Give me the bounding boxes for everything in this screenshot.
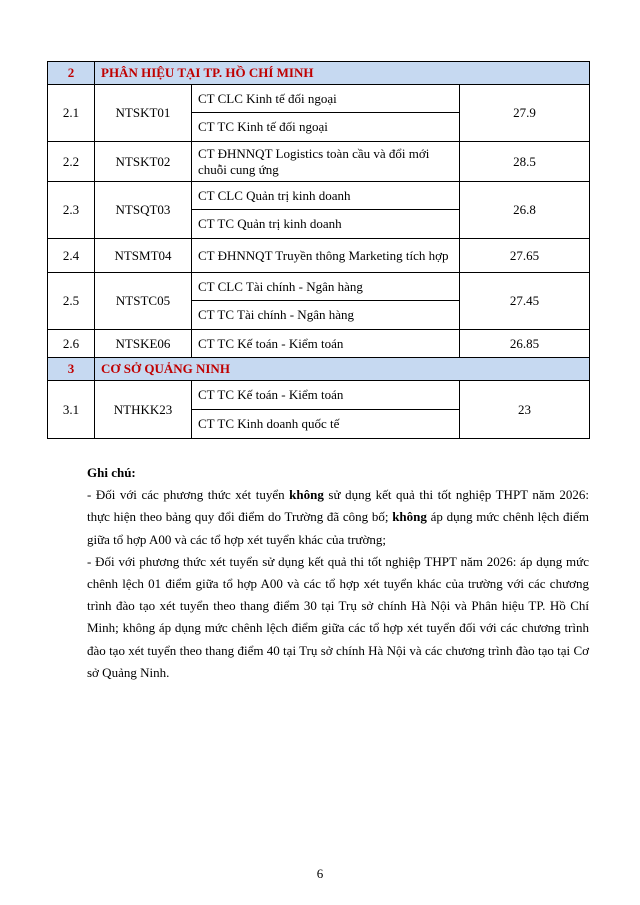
note-paragraph: - Đối với phương thức xét tuyển sử dụng kết quả thi tốt nghiệp THPT năm 2026: áp dụng mức chênh lệch 01 điểm giữa tổ hợp A00 và các tổ hợp xét tuyển khác của trường với các chương trình đào tạo xét tuyển theo thang điểm 30 tại Trụ sở chính Hà Nội và Phân hiệu TP. Hồ Chí Minh; không áp dụng mức chênh lệch điểm giữa các tổ hợp xét tuyển đối với các chương trình đào tạo xét tuyển theo thang điểm 40 tại Trụ sở chính Hà Nội và các chương trình đào tạo tại Cơ sở Quảng Ninh. [87,553,589,680]
row-id: 2.5 [48,273,95,330]
program-code: NTHKK23 [95,381,192,439]
note-paragraph [87,484,589,551]
row-id: 2.2 [48,142,95,182]
program-name: CT TC Quản trị kinh doanh [192,210,460,239]
notes-section [87,462,589,684]
table-row [48,330,590,358]
program-code: NTSTC05 [95,273,192,330]
table-row [48,142,590,182]
program-name: CT CLC Kinh tế đối ngoại [192,85,460,113]
program-name: CT TC Kế toán - Kiểm toán [192,330,460,358]
program-name: CT ĐHNNQT Truyền thông Marketing tích hợp [192,239,460,273]
admission-score: 27.45 [460,273,590,330]
program-code: NTSKE06 [95,330,192,358]
note-text: áp dụng mức chênh lệch điểm giữa tổ hợp A00 và các tổ hợp xét tuyển khác của trường; [87,509,590,547]
section-number: 2 [48,62,95,85]
note-emphasis: không [392,509,427,525]
table-row [48,273,590,301]
program-name: CT TC Kinh doanh quốc tế [192,410,460,439]
program-name: CT TC Kế toán - Kiểm toán [192,381,460,410]
row-id: 2.3 [48,182,95,239]
admission-score: 26.8 [460,182,590,239]
program-name: CT ĐHNNQT Logistics toàn cầu và đổi mới chuỗi cung ứng [192,142,460,182]
table-row [48,182,590,210]
program-code: NTSKT02 [95,142,192,182]
program-name: CT TC Tài chính - Ngân hàng [192,301,460,330]
admission-score-table [47,61,590,439]
program-name: CT CLC Quản trị kinh doanh [192,182,460,210]
row-id: 2.4 [48,239,95,273]
section-header-row [48,358,590,381]
row-id: 2.6 [48,330,95,358]
program-name: CT TC Kinh tế đối ngoại [192,113,460,142]
table-row [48,85,590,113]
notes-title: Ghi chú: [87,465,136,480]
note-text: sử dụng kết quả thi tốt nghiệp THPT năm 2026: thực hiện theo bảng quy đổi điểm do Trường đã công bố; [87,487,589,525]
page-number: 6 [316,866,324,881]
section-header-row [48,62,590,85]
admission-score: 23 [460,381,590,439]
admission-score: 27.9 [460,85,590,142]
program-code: NTSQT03 [95,182,192,239]
program-name: CT CLC Tài chính - Ngân hàng [192,273,460,301]
admission-score: 26.85 [460,330,590,358]
note-text: - Đối với các phương thức xét tuyển [87,487,290,503]
section-number: 3 [48,358,95,381]
row-id: 3.1 [48,381,95,439]
admission-score: 28.5 [460,142,590,182]
table-row [48,381,590,410]
section-title: PHÂN HIỆU TẠI TP. HỒ CHÍ MINH [95,62,590,85]
section-title: CƠ SỞ QUẢNG NINH [95,358,590,381]
program-code: NTSMT04 [95,239,192,273]
note-emphasis: không [289,487,324,503]
table-row [48,239,590,273]
program-code: NTSKT01 [95,85,192,142]
admission-score: 27.65 [460,239,590,273]
row-id: 2.1 [48,85,95,142]
